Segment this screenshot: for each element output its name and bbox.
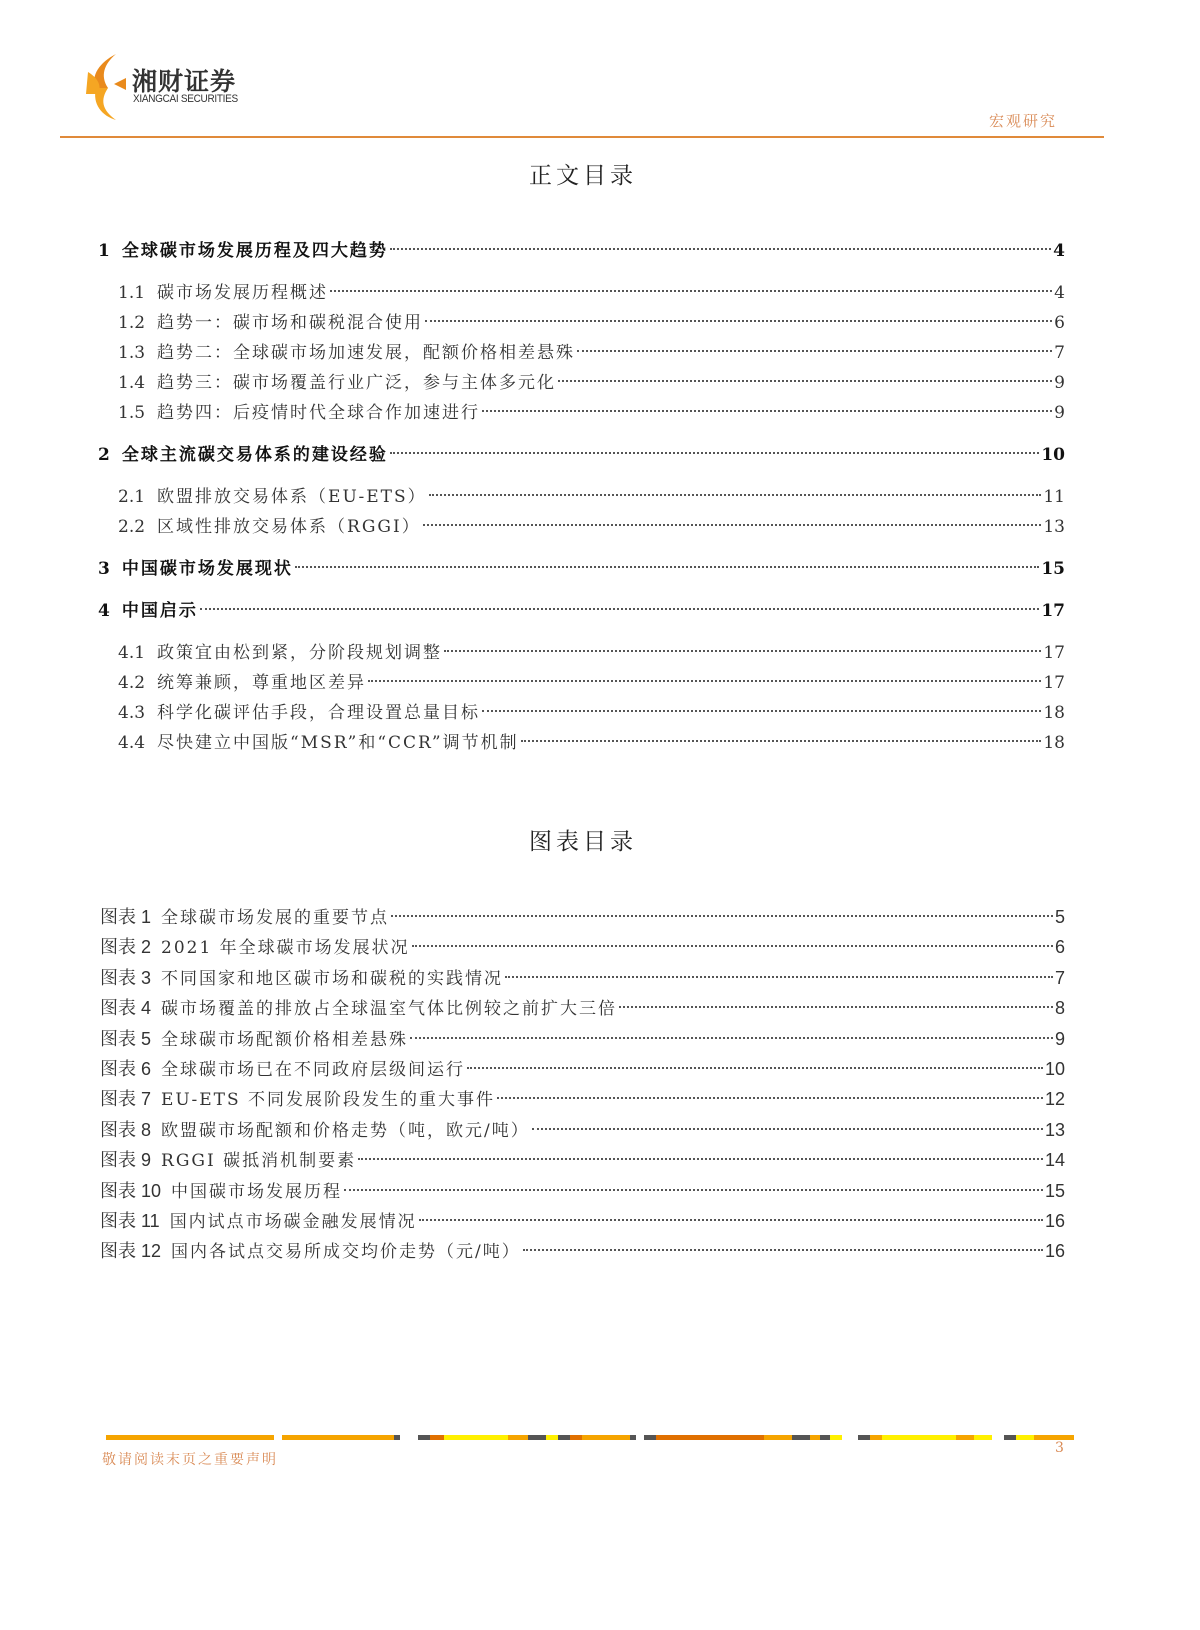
header-divider	[60, 136, 1104, 138]
figures-toc-title: 图表目录	[529, 829, 637, 855]
footer-bar-segment	[764, 1435, 792, 1440]
figure-entry-title: 碳市场覆盖的排放占全球温室气体比例较之前扩大三倍	[161, 999, 618, 1020]
figure-entry-page: 8	[1054, 998, 1065, 1019]
figure-entry[interactable]	[100, 1236, 1065, 1266]
footer-bar-segment	[974, 1435, 992, 1440]
footer-bar-segment	[282, 1435, 394, 1440]
footer-bar-segment	[810, 1435, 820, 1440]
figure-entry-title: 欧盟碳市场配额和价格走势（吨，欧元/吨）	[161, 1120, 530, 1141]
figure-entry[interactable]	[100, 1176, 1065, 1206]
figure-entry-title: 全球碳市场配额价格相差悬殊	[161, 1029, 409, 1050]
figure-entry-title: 不同国家和地区碳市场和碳税的实践情况	[161, 968, 504, 989]
toc-entry[interactable]	[98, 278, 1065, 308]
toc-entry[interactable]	[98, 668, 1065, 698]
toc-entry-title: 欧盟排放交易体系（EU-ETS）	[157, 487, 427, 507]
toc-entry[interactable]	[98, 728, 1065, 758]
dot-leader	[425, 320, 1052, 322]
dot-leader	[482, 710, 1041, 712]
figure-entry-title: 2021 年全球碳市场发展状况	[161, 938, 410, 959]
toc-entry-number: 2.2	[118, 517, 146, 537]
figure-entry[interactable]	[100, 1145, 1065, 1175]
dot-leader	[521, 740, 1042, 742]
footer-bar-segment	[858, 1435, 870, 1440]
figure-entry-page: 7	[1054, 967, 1065, 988]
figure-entry-title: 全球碳市场发展的重要节点	[161, 908, 390, 928]
footer-bar-segment	[508, 1435, 528, 1440]
logo-chinese-name: 湘财证券	[132, 67, 237, 96]
footer-bar-segment	[630, 1435, 636, 1440]
figure-entry-page: 5	[1054, 907, 1065, 927]
footer-bar-segment	[106, 1435, 274, 1440]
toc-entry-number: 1.3	[118, 343, 146, 363]
figure-entry[interactable]	[100, 1115, 1065, 1145]
figure-entry[interactable]	[100, 963, 1065, 993]
footer-bar-segment	[644, 1435, 656, 1440]
figure-entry-number: 图表 9	[100, 1150, 152, 1171]
toc-entry[interactable]	[98, 236, 1065, 266]
figure-entry[interactable]	[100, 1024, 1065, 1054]
footer-bar-segment	[956, 1435, 974, 1440]
figure-entry-number: 图表 6	[100, 1058, 152, 1079]
footer-bar-segment	[546, 1435, 558, 1440]
figure-entry-page: 6	[1054, 937, 1065, 958]
footer-bar-segment	[582, 1435, 630, 1440]
toc-entry-number: 4.3	[118, 703, 146, 723]
footer-bar-segment	[444, 1435, 508, 1440]
dot-leader	[330, 290, 1052, 292]
toc-entry-title: 政策宜由松到紧，分阶段规划调整	[157, 643, 443, 663]
figure-entry-title: 全球碳市场已在不同政府层级间运行	[161, 1059, 466, 1080]
figure-entry-number: 图表 5	[100, 1028, 152, 1049]
toc-entry-page: 9	[1054, 403, 1065, 423]
dot-leader	[619, 1006, 1053, 1008]
footer-bar-segment	[1034, 1435, 1074, 1440]
dot-leader	[358, 1158, 1043, 1160]
figure-entry-page: 16	[1044, 1210, 1065, 1231]
toc-entry-title: 统筹兼顾，尊重地区差异	[157, 673, 367, 693]
dot-leader	[391, 915, 1053, 917]
toc-entry[interactable]	[98, 308, 1065, 338]
figure-entry-title: 中国碳市场发展历程	[171, 1181, 343, 1202]
toc-entry-page: 4	[1053, 241, 1065, 261]
figure-entry[interactable]	[100, 1206, 1065, 1236]
toc-entry[interactable]	[98, 398, 1065, 428]
toc-entry-number: 2	[98, 445, 110, 465]
figure-entry[interactable]	[100, 1054, 1065, 1084]
footer-disclaimer: 敬请阅读末页之重要声明	[102, 1452, 278, 1468]
table-of-contents	[98, 224, 1065, 758]
footer-bar-segment	[528, 1435, 546, 1440]
footer-bar-segment	[570, 1435, 582, 1440]
figure-entry-number: 图表 8	[100, 1119, 152, 1140]
toc-entry-page: 18	[1043, 703, 1065, 723]
toc-entry-page: 7	[1054, 343, 1065, 363]
dot-leader	[482, 410, 1052, 412]
toc-entry-title: 趋势三：碳市场覆盖行业广泛，参与主体多元化	[157, 373, 557, 393]
toc-entry-page: 17	[1043, 643, 1065, 663]
figure-entry-page: 13	[1044, 1119, 1065, 1140]
dot-leader	[368, 680, 1041, 682]
figure-entry-page: 16	[1044, 1241, 1065, 1262]
dot-leader	[532, 1128, 1043, 1130]
footer-bar-segment	[430, 1435, 444, 1440]
toc-entry-title: 趋势一：碳市场和碳税混合使用	[157, 313, 424, 333]
toc-entry-title: 尽快建立中国版“MSR”和“CCR”调节机制	[157, 733, 519, 753]
dot-leader	[497, 1097, 1043, 1099]
toc-entry-page: 11	[1043, 487, 1065, 507]
footer-bar-segment	[870, 1435, 882, 1440]
figure-entry-number: 图表 4	[100, 998, 152, 1019]
footer-bar-segment	[1016, 1435, 1034, 1440]
company-logo	[86, 54, 246, 124]
toc-entry-title: 中国启示	[121, 601, 198, 621]
figure-entry-number: 图表 10	[100, 1180, 162, 1201]
figure-entry-title: EU-ETS 不同发展阶段发生的重大事件	[161, 1090, 495, 1111]
figure-entry-title: 国内试点市场碳金融发展情况	[169, 1211, 417, 1232]
dot-leader	[344, 1189, 1043, 1191]
toc-entry-number: 4	[98, 601, 110, 621]
logo-mark-icon	[86, 54, 126, 120]
figure-entry-number: 图表 12	[100, 1241, 162, 1262]
toc-entry-number: 3	[98, 559, 110, 579]
dot-leader	[390, 248, 1051, 250]
toc-entry-page: 10	[1041, 445, 1065, 465]
toc-entry-number: 1.4	[118, 373, 146, 393]
toc-entry-number: 4.1	[118, 643, 146, 663]
toc-entry[interactable]	[98, 512, 1065, 542]
logo-english-name: XIANGCAI SECURITIES	[133, 93, 238, 106]
page-number: 3	[1055, 1440, 1064, 1456]
toc-entry-title: 科学化碳评估手段，合理设置总量目标	[157, 703, 481, 723]
toc-entry[interactable]	[98, 338, 1065, 368]
figure-entry-page: 10	[1044, 1058, 1065, 1079]
dot-leader	[410, 1037, 1053, 1039]
dot-leader	[558, 380, 1052, 382]
toc-entry-title: 区域性排放交易体系（RGGI）	[157, 517, 421, 537]
toc-entry-page: 17	[1041, 601, 1065, 621]
toc-entry-title: 趋势二：全球碳市场加速发展，配额价格相差悬殊	[157, 343, 576, 363]
toc-entry-number: 1	[98, 241, 110, 261]
footer-bar-segment	[820, 1435, 830, 1440]
figure-entry[interactable]	[100, 1084, 1065, 1114]
dot-leader	[577, 350, 1052, 352]
figure-entry-number: 图表 7	[100, 1089, 152, 1110]
dot-leader	[390, 452, 1039, 454]
dot-leader	[200, 608, 1039, 610]
dot-leader	[419, 1219, 1043, 1221]
dot-leader	[467, 1067, 1043, 1069]
figure-entry-page: 14	[1044, 1150, 1065, 1171]
toc-entry-page: 13	[1043, 517, 1065, 537]
dot-leader	[412, 945, 1053, 947]
dot-leader	[505, 976, 1053, 978]
dot-leader	[423, 524, 1042, 526]
dot-leader	[429, 494, 1042, 496]
footer-bar-segment	[418, 1435, 430, 1440]
figure-entry-title: RGGI 碳抵消机制要素	[161, 1151, 357, 1172]
toc-entry-page: 9	[1054, 373, 1065, 393]
footer-bar-segment	[558, 1435, 570, 1440]
toc-entry-title: 趋势四：后疫情时代全球合作加速进行	[157, 403, 481, 423]
toc-entry-number: 2.1	[118, 487, 146, 507]
figure-entry-page: 15	[1044, 1180, 1065, 1201]
footer-bar-segment	[882, 1435, 956, 1440]
toc-entry-number: 4.2	[118, 673, 146, 693]
toc-entry-page: 15	[1041, 559, 1065, 579]
figure-entry-number: 图表 11	[100, 1210, 160, 1231]
toc-entry-title: 碳市场发展历程概述	[157, 283, 329, 303]
toc-entry-title: 全球碳市场发展历程及四大趋势	[121, 241, 388, 261]
toc-entry-number: 1.1	[118, 283, 146, 303]
figure-entry[interactable]	[100, 993, 1065, 1023]
toc-entry-number: 1.2	[118, 313, 146, 333]
toc-entry-number: 4.4	[118, 733, 146, 753]
toc-entry[interactable]	[98, 368, 1065, 398]
section-tag: 宏观研究	[988, 112, 1057, 130]
figure-entry-number: 图表 2	[100, 937, 152, 958]
figure-entry-page: 9	[1054, 1028, 1065, 1049]
footer-bar-segment	[792, 1435, 810, 1440]
toc-entry-page: 18	[1043, 733, 1065, 753]
toc-entry[interactable]	[98, 482, 1065, 512]
footer-bar-segment	[1004, 1435, 1016, 1440]
toc-entry-page: 17	[1043, 673, 1065, 693]
figure-entry[interactable]	[100, 902, 1065, 932]
dot-leader	[295, 566, 1039, 568]
figure-entry[interactable]	[100, 932, 1065, 962]
toc-entry-page: 6	[1054, 313, 1065, 333]
toc-entry[interactable]	[98, 596, 1065, 626]
footer-bar-segment	[394, 1435, 400, 1440]
figures-list	[100, 902, 1065, 1267]
toc-entry-page: 4	[1054, 283, 1065, 303]
toc-entry[interactable]	[98, 638, 1065, 668]
figure-entry-title: 国内各试点交易所成交均价走势（元/吨）	[171, 1242, 521, 1263]
toc-title: 正文目录	[529, 163, 637, 189]
figure-entry-page: 12	[1044, 1089, 1065, 1110]
dot-leader	[523, 1249, 1043, 1251]
toc-entry-number: 1.5	[118, 403, 146, 423]
toc-entry[interactable]	[98, 440, 1065, 470]
footer-bar-segment	[830, 1435, 842, 1440]
toc-entry[interactable]	[98, 698, 1065, 728]
toc-entry[interactable]	[98, 554, 1065, 584]
figure-entry-number: 图表 3	[100, 967, 152, 988]
toc-entry-title: 中国碳市场发展现状	[121, 559, 293, 579]
footer-bar-segment	[656, 1435, 764, 1440]
figure-entry-number: 图表 1	[100, 907, 152, 927]
toc-entry-title: 全球主流碳交易体系的建设经验	[121, 445, 388, 465]
dot-leader	[444, 650, 1041, 652]
